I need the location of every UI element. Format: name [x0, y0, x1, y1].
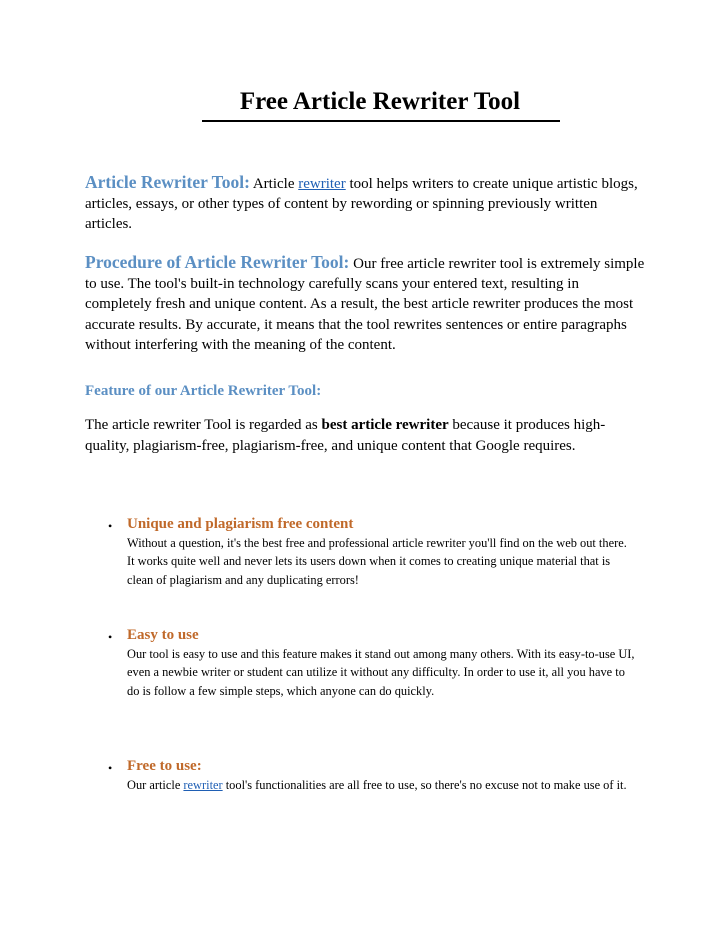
bullet-body-after-link: tool's functionalities are all free to use, so there's no excuse not to make use of it.	[222, 778, 627, 792]
bullet-body: Without a question, it's the best free and professional article rewriter you'll find on the web out there. It works quite well and never lets its users down when it comes to creating unique material that is clean of plagiarism and any duplicating errors!	[127, 536, 627, 587]
procedure-text: Our free article rewriter tool is extremely simple to use. The tool's built-in technology carefully scans your entered text, resulting in completely fresh and unique content. As a result, the best article rewriter produces the most accurate results. By accurate, it means that the tool rewrites sentences or entire paragraphs without interfering with the meaning of the content.	[85, 256, 645, 353]
bullet-title: Easy to use	[127, 627, 199, 643]
bullet-dot-icon: •	[108, 630, 113, 644]
bullet-body	[127, 776, 637, 794]
procedure-paragraph	[85, 252, 645, 355]
bullet-dot-icon: •	[108, 761, 113, 775]
bullet-title: Unique and plagiarism free content	[127, 516, 354, 532]
bullet-body-before-link: Our article	[127, 778, 184, 792]
intro-heading: Article Rewriter Tool:	[85, 172, 250, 192]
title-block	[200, 86, 560, 118]
title-underline	[202, 120, 560, 122]
rewriter-link[interactable]: rewriter	[298, 176, 346, 192]
bullet-title: Free to use:	[127, 758, 202, 774]
intro-text-after-link: tool helps writers to create unique artistic blogs, articles, essays, or other types of content by rewording or spinning previously written articles.	[85, 176, 638, 233]
feature-heading: Feature of our Article Rewriter Tool:	[85, 383, 322, 399]
bullet-body: Our tool is easy to use and this feature makes it stand out among many others. With its easy-to-use UI, even a newbie writer or student can utilize it without any difficulty. In order to use it, all you have to do is follow a few simple steps, which anyone can do quickly.	[127, 647, 635, 698]
procedure-heading: Procedure of Article Rewriter Tool:	[85, 252, 350, 272]
document-title: Free Article Rewriter Tool	[239, 88, 521, 115]
feature-text-after-bold: because it produces high-quality, plagiarism-free, plagiarism-free, and unique content that Google requires.	[85, 417, 606, 454]
intro-paragraph	[85, 172, 645, 235]
feature-bold-text: best article rewriter	[321, 417, 449, 433]
bullet-dot-icon: •	[108, 519, 113, 533]
feature-paragraph	[85, 415, 645, 456]
rewriter-link[interactable]: rewriter	[183, 778, 223, 792]
feature-text-before-bold: The article rewriter Tool is regarded as	[85, 417, 322, 433]
intro-text-before-link: Article	[249, 176, 299, 192]
